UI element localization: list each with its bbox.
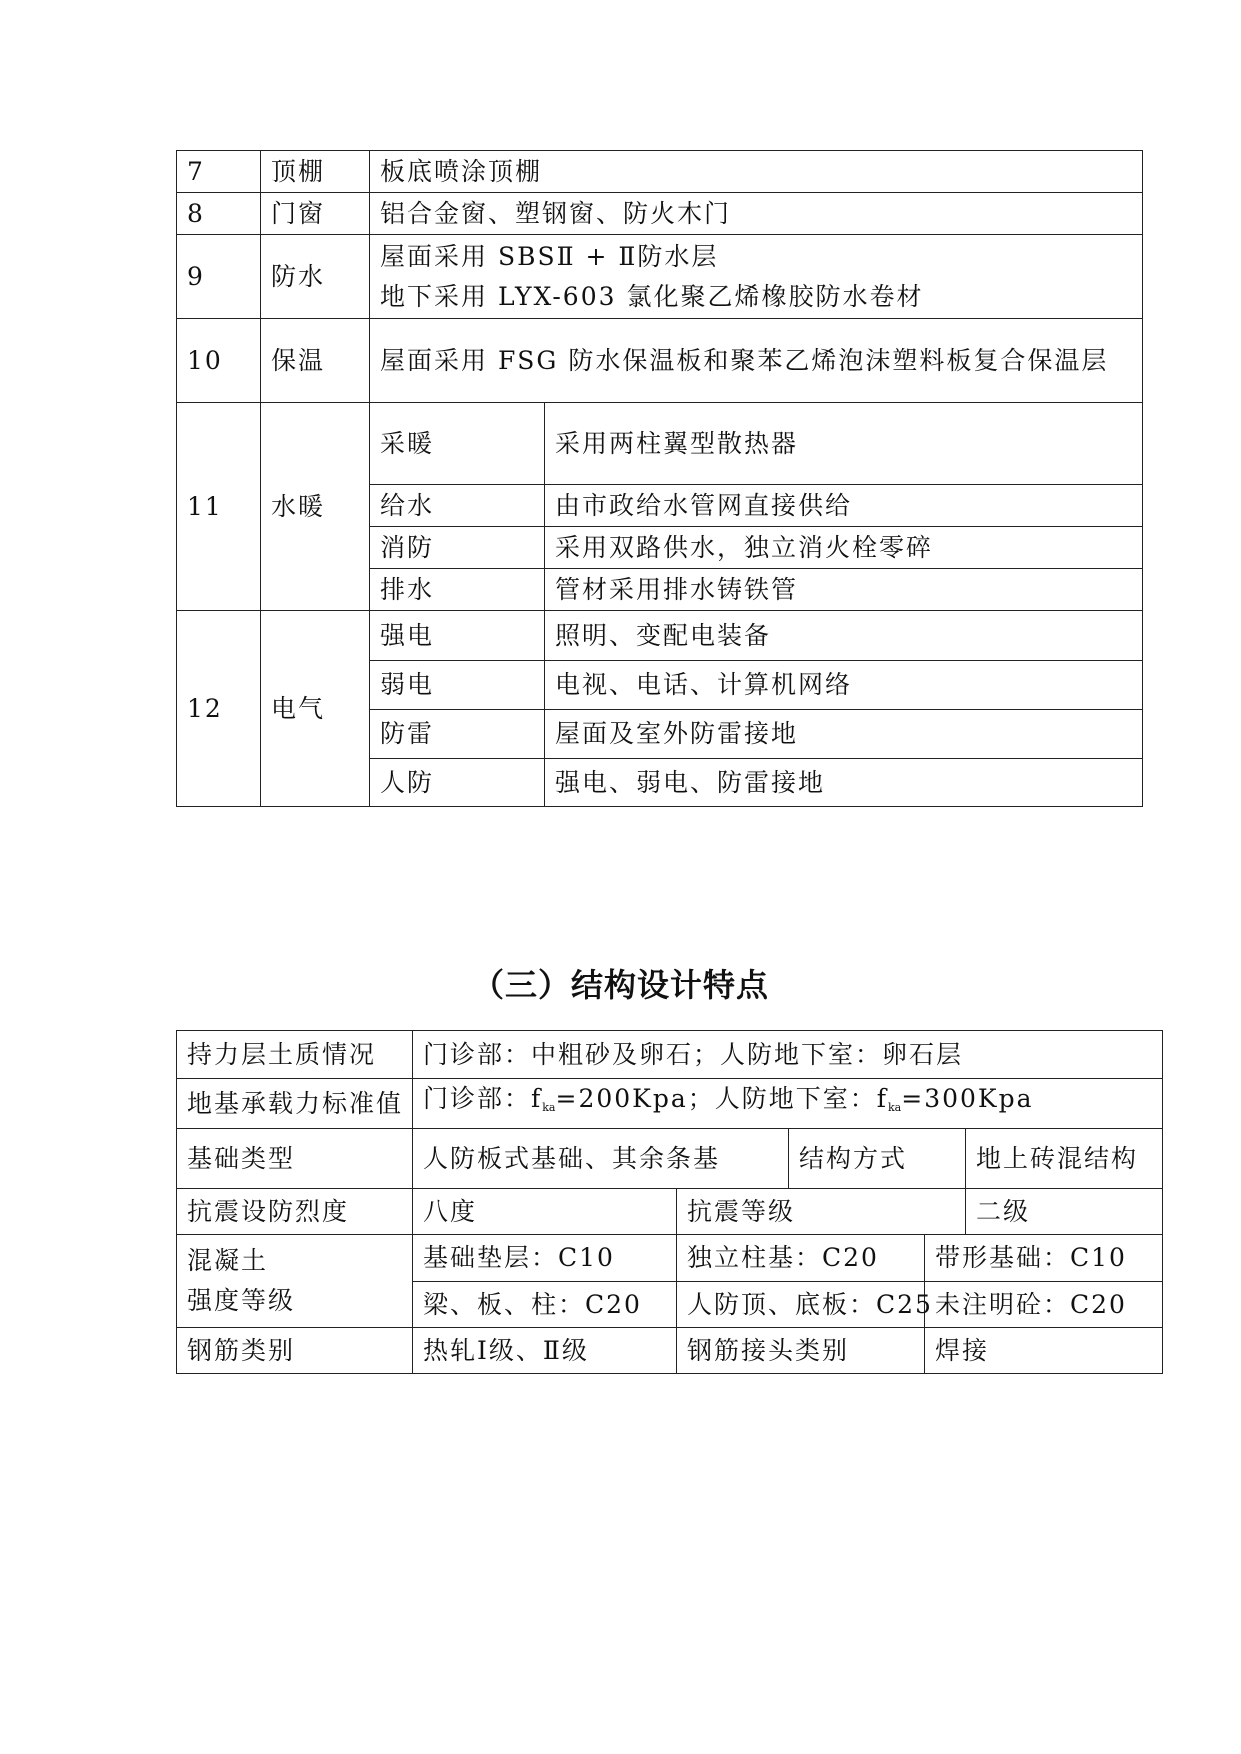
row-name: 顶棚: [261, 151, 370, 193]
sub-key: 给水: [370, 485, 545, 527]
table-row: [177, 611, 1143, 661]
table-row: [177, 1235, 1163, 1282]
cell-label: 持力层土质情况: [177, 1031, 413, 1079]
cell-label: [177, 1235, 413, 1328]
sub-key: 消防: [370, 527, 545, 569]
cell-label: 抗震设防烈度: [177, 1189, 413, 1235]
table-row: [177, 1079, 1163, 1129]
cell-value: 热轧Ⅰ级、Ⅱ级: [413, 1328, 677, 1374]
cell-label: 钢筋接头类别: [677, 1328, 925, 1374]
building-specs-table: [176, 150, 1143, 807]
table-row: [177, 403, 1143, 485]
cell-value: 地上砖混结构: [966, 1129, 1163, 1189]
row-number: 8: [177, 193, 261, 235]
value-text: =300Kpa: [901, 1084, 1034, 1113]
sub-value: 电视、电话、计算机网络: [545, 661, 1143, 710]
label-line: 强度等级: [187, 1286, 296, 1315]
section-title: （三）结构设计特点: [471, 966, 769, 1004]
sub-value: 由市政给水管网直接供给: [545, 485, 1143, 527]
table-row: [177, 319, 1143, 403]
table-row: [177, 1129, 1163, 1189]
sub-value: 管材采用排水铸铁管: [545, 569, 1143, 611]
sub-key: 强电: [370, 611, 545, 661]
row-name: 水暖: [261, 403, 370, 611]
cell-value: 焊接: [925, 1328, 1163, 1374]
subscript: ka: [542, 1101, 556, 1114]
table-row: [177, 1031, 1163, 1079]
sub-value: 屋面及室外防雷接地: [545, 710, 1143, 759]
sub-value: 强电、弱电、防雷接地: [545, 759, 1143, 807]
structure-design-table: [176, 1030, 1163, 1374]
desc-line: 地下采用 LYX-603 氯化聚乙烯橡胶防水卷材: [380, 281, 924, 311]
row-desc: [370, 235, 1143, 319]
label-line: 混凝土: [187, 1246, 269, 1275]
subscript: ka: [888, 1101, 902, 1114]
row-number: 7: [177, 151, 261, 193]
cell-label: 基础类型: [177, 1129, 413, 1189]
cell-value: 带形基础：C10: [925, 1235, 1163, 1282]
row-number: 12: [177, 611, 261, 807]
table-row: [177, 151, 1143, 193]
row-desc: 屋面采用 FSG 防水保温板和聚苯乙烯泡沫塑料板复合保温层: [370, 319, 1143, 403]
sub-key: 弱电: [370, 661, 545, 710]
sub-key: 排水: [370, 569, 545, 611]
row-desc: 板底喷涂顶棚: [370, 151, 1143, 193]
cell-value: 未注明砼：C20: [925, 1282, 1163, 1328]
cell-value: 二级: [966, 1189, 1163, 1235]
row-number: 11: [177, 403, 261, 611]
row-name: 门窗: [261, 193, 370, 235]
row-name: 保温: [261, 319, 370, 403]
cell-value: [413, 1079, 1163, 1129]
cell-value: 梁、板、柱：C20: [413, 1282, 677, 1328]
table-row: [177, 1328, 1163, 1374]
row-number: 10: [177, 319, 261, 403]
row-number: 9: [177, 235, 261, 319]
table-row: [177, 1189, 1163, 1235]
cell-value: 门诊部：中粗砂及卵石；人防地下室：卵石层: [413, 1031, 1163, 1079]
sub-value: 照明、变配电装备: [545, 611, 1143, 661]
value-text: 门诊部：f: [423, 1084, 543, 1113]
cell-value: 独立柱基：C20: [677, 1235, 925, 1282]
sub-value: 采用双路供水，独立消火栓零碎: [545, 527, 1143, 569]
table-row: [177, 235, 1143, 319]
cell-value: 基础垫层：C10: [413, 1235, 677, 1282]
row-name: 防水: [261, 235, 370, 319]
cell-label: 结构方式: [789, 1129, 966, 1189]
table-row: [177, 193, 1143, 235]
sub-key: 人防: [370, 759, 545, 807]
cell-value: 人防顶、底板：C25: [677, 1282, 925, 1328]
row-desc: 铝合金窗、塑钢窗、防火木门: [370, 193, 1143, 235]
cell-label: 钢筋类别: [177, 1328, 413, 1374]
sub-key: 采暖: [370, 403, 545, 485]
cell-value: 八度: [413, 1189, 677, 1235]
row-name: 电气: [261, 611, 370, 807]
value-text: =200Kpa；人防地下室：f: [555, 1084, 889, 1113]
cell-value: 人防板式基础、其余条基: [413, 1129, 789, 1189]
sub-key: 防雷: [370, 710, 545, 759]
cell-label: 地基承载力标准值: [177, 1079, 413, 1129]
cell-label: 抗震等级: [677, 1189, 966, 1235]
sub-value: 采用两柱翼型散热器: [545, 403, 1143, 485]
desc-line: 屋面采用 SBSⅡ + Ⅱ防水层: [380, 241, 719, 271]
